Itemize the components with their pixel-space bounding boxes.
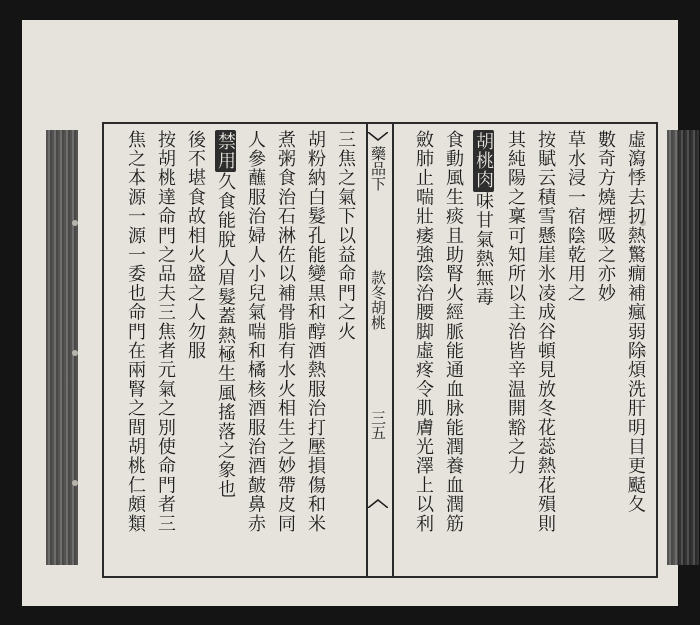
right-column-8: 斂肺止喘壯痿強陰治腰脚虛疼令肌膚光澤上以利 [413,130,434,534]
caution-heading: 禁用 [215,132,236,171]
left-column-5 [213,130,237,499]
center-entry-title: 款冬胡桃 [369,270,387,330]
right-column-4: 按賦云積雪懸崖氷凌成谷頓見放冬花蕊熱花殞則 [535,130,556,534]
fish-tail-top-icon [368,132,388,142]
center-page-number: 三五 [369,410,387,440]
right-column-3: 草水浸一宿陰乾用之 [565,130,586,303]
entry-heading: 胡桃肉 [473,132,494,190]
book-page-spread [22,20,678,606]
right-edge-texture [667,130,699,565]
left-column-5-text: 久食能脫人眉髮蓋熱極生風搖落之象也 [215,172,236,499]
binding-hole [72,350,78,356]
left-column-2: 胡粉納白髮孔能變黒和醇酒熱服治打壓損傷和米 [305,130,326,534]
right-column-7: 食動風生痰且助腎火經脈能通血脉能潤養血潤筋 [443,130,464,534]
binding-hole [72,220,78,226]
left-column-1: 三焦之氣下以益命門之火 [335,130,356,342]
left-column-8: 焦之本源一源一委也命門在兩腎之間胡桃仁頗類 [125,130,146,534]
right-column-6 [471,130,495,307]
left-column-4: 人參蘸服治婦人小兒氣喘和橘核酒服治酒皶鼻赤 [245,130,266,534]
right-column-2: 數奇方燒煙吸之亦妙 [595,130,616,303]
fish-tail-bottom-icon [368,498,388,508]
left-edge-texture [46,130,78,565]
binding-hole [72,480,78,486]
center-section-title: 藥品下 [369,146,387,191]
left-column-7: 按胡桃達命門之品夫三焦者元氣之別使命門者三 [155,130,176,534]
right-column-1: 虛瀉悸去扨熱驚癇補瘋弱除煩洗肝明目更颳夂 [625,130,646,514]
left-column-3: 煮粥食治石淋佐以補骨脂有水火相生之妙帶皮同 [275,130,296,534]
left-column-6: 後不堪食故相火盛之人勿服 [185,130,206,361]
right-column-6-text: 味甘氣熱無毒 [473,191,494,307]
right-column-5: 其純陽之稟可知所以主治皆辛温開豁之力 [505,130,526,476]
